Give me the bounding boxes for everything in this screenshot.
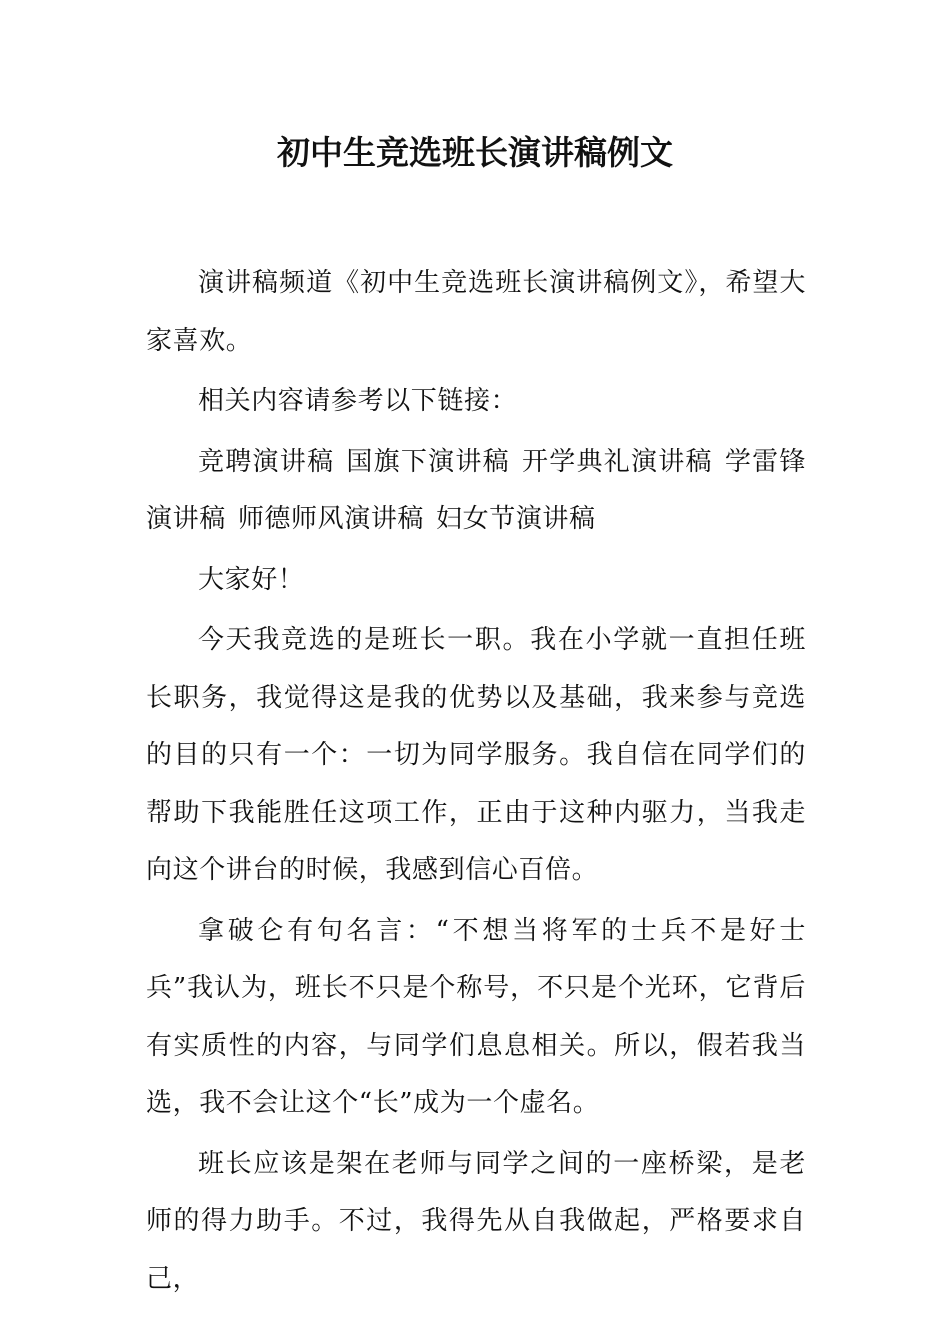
- related-link[interactable]: 国旗下演讲稿: [346, 446, 510, 477]
- document-title: 初中生竞选班长演讲稿例文: [277, 133, 673, 172]
- related-links: [146, 434, 806, 549]
- body-paragraph-1: 今天我竞选的是班长一职。我在小学就一直担任班长职务，我觉得这是我的优势以及基础，我来参与竞选的目的只有一个：一切为同学服务。我自信在同学们的帮助下我能胜任这项工作，正由于这种内驱力，当我走向这个讲台的时候，我感到信心百倍。: [146, 625, 806, 885]
- related-link[interactable]: 妇女节演讲稿: [436, 504, 596, 534]
- related-label: 相关内容请参考以下链接：: [198, 386, 518, 416]
- document-body: [146, 255, 806, 1311]
- related-link[interactable]: 学雷锋演讲稿: [146, 446, 806, 534]
- related-link[interactable]: 师德师风演讲稿: [237, 504, 425, 534]
- body-paragraph-2: 拿破仑有句名言：“不想当将军的士兵不是好士兵”我认为，班长不只是个称号，不只是个光环，它背后有实质性的内容，与同学们息息相关。所以，假若我当选，我不会让这个“长”成为一个虚名。: [146, 915, 806, 1118]
- related-link[interactable]: 竞聘演讲稿: [198, 446, 335, 477]
- greeting-paragraph: 大家好！: [198, 564, 305, 595]
- related-link[interactable]: 开学典礼演讲稿: [521, 446, 713, 477]
- body-paragraph-3: 班长应该是架在老师与同学之间的一座桥梁，是老师的得力助手。不过，我得先从自我做起，严格要求自己，: [146, 1148, 806, 1294]
- intro-paragraph: 演讲稿频道《初中生竞选班长演讲稿例文》，希望大家喜欢。: [146, 268, 806, 356]
